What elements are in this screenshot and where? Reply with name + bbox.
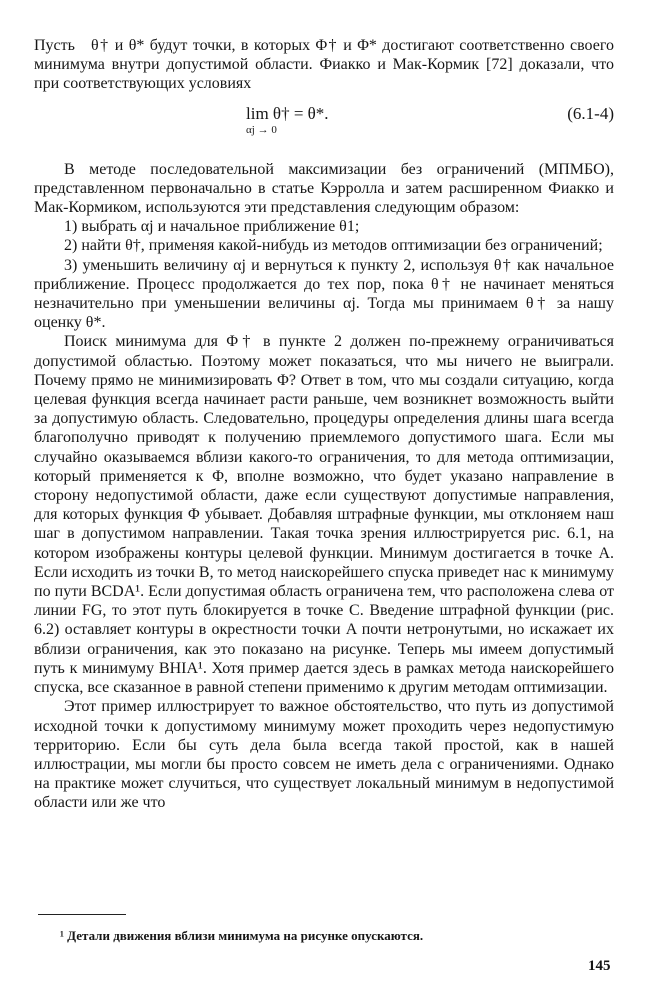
footnote: ¹ Детали движения вблизи минимума на рисунке опускаются. xyxy=(60,928,424,943)
formula-subscript: αj → 0 xyxy=(246,123,277,136)
paragraph-search: Поиск минимума для Φ† в пункте 2 должен по-прежнему ограничиваться допустимой областью. Поэтому может показаться, что мы ничего не выиграли. Почему прямо не минимизировать Φ? Ответ в том, что мы создали ситуацию, когда целевая функция всегда начинает расти раньше, чем возникнет возможность выйти за допустимую область. Следовательно, процедуры определения длины шага всегда благополучно приводят к получению приемлемого допустимого шага. Если мы случайно оказываемся вблизи какого-то ограничения, то для метода оптимизации, который применяется к Φ, вполне возможно, что будет указано направление в сторону недопустимой области, даже если существуют допустимые направления, для которых функция Φ убывает. Добавляя штрафные функции, мы отклоняем наш шаг в допустимом направлении. Такая точка зрения иллюстрируется рис. 6.1, на котором изображены контуры целевой функции. Минимум достигается в точке A. Если исходить из точки B, то метод наискорейшего спуска приведет нас к минимуму по пути BCDA¹. Если допустимая область ограничена тем, что расположена слева от линии FG, то этот путь блокируется в точке C. Введение штрафной функции (рис. 6.2) оставляет контуры в окрестности точки A почти нетронутыми, но искажает их вблизи ограничения, как это показано на рисунке. Теперь мы имеем допустимый путь к минимуму BHIA¹. Хотя пример дается здесь в рамках метода наискорейшего спуска, все сказанное в равной степени применимо к другим методам оптимизации. xyxy=(34,333,614,697)
list-step-3: 3) уменьшить величину αj и вернуться к пункту 2, используя θ† как начальное приближение. Процесс продолжается до тех пор, пока θ† не начинает меняться незначительно при уменьшении величины αj. Тогда мы принимаем θ† за нашу оценку θ*. xyxy=(34,256,614,332)
page-number: 145 xyxy=(588,958,611,974)
footnote-divider xyxy=(38,914,126,915)
list-step-1: 1) выбрать αj и начальное приближение θ1; xyxy=(64,218,360,236)
page-text xyxy=(34,36,614,813)
paragraph-mpmbo: В методе последовательной максимизации без ограничений (МПМБО), представленном первоначально в статье Кэрролла и затем расширенном Фиакко и Мак-Кормиком, используются эти представления следующим образом: xyxy=(34,160,614,217)
intro-paragraph: Пусть θ† и θ* будут точки, в которых Φ† и Φ* достигают соответственно своего минимума внутри допустимой области. Фиакко и Мак-Кормик [72] доказали, что при соответствующих условиях xyxy=(34,37,614,93)
formula-expression: lim θ† = θ*. xyxy=(246,103,329,123)
list-step-2: 2) найти θ†, применяя какой-нибудь из методов оптимизации без ограничений; xyxy=(64,237,603,255)
formula-6-1-4 xyxy=(34,100,614,144)
formula-number: (6.1-4) xyxy=(567,103,614,123)
paragraph-example: Этот пример иллюстрирует то важное обстоятельство, что путь из допустимой исходной точки к допустимому минимуму может проходить через недопустимую территорию. Если бы суть дела была всегда такой простой, как в нашей иллюстрации, мы могли бы просто совсем не иметь дела с ограничениями. Однако на практике может случиться, что существует локальный минимум в недопустимой области или же что xyxy=(34,698,614,812)
